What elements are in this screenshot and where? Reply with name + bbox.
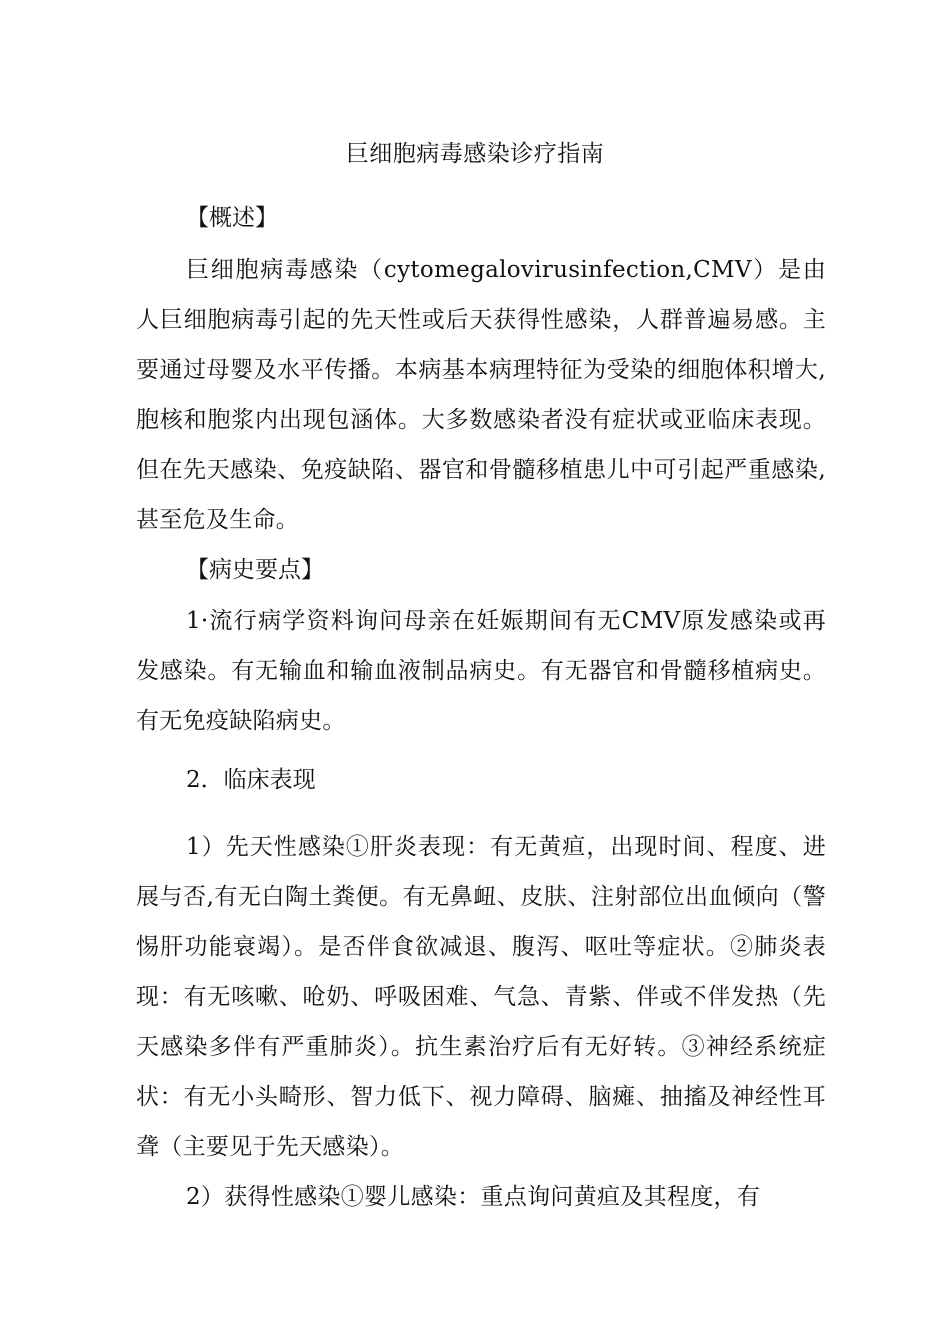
- history-item-epidemiology: 1·流行病学资料询问母亲在妊娠期间有无CMV原发感染或再发感染。有无输血和输血液制品病史。有无器官和骨髓移植病史。有无免疫缺陷病史。: [136, 608, 826, 734]
- section-heading-history: 【病史要点】: [186, 557, 324, 583]
- history-item-clinical-heading: 2．临床表现: [186, 767, 316, 793]
- section-heading-overview: 【概述】: [186, 205, 278, 231]
- document-title: 巨细胞病毒感染诊疗指南: [345, 141, 605, 167]
- overview-paragraph: 巨细胞病毒感染（cytomegalovirusinfection,CMV）是由人巨细胞病毒引起的先天性或后天获得性感染，人群普遍易感。主要通过母婴及水平传播。本病基本病理特征为受染的细胞体积增大,胞核和胞浆内出现包涵体。大多数感染者没有症状或亚临床表现。但在先天感染、免疫缺陷、器官和骨髓移植患儿中可引起严重感染,甚至危及生命。: [136, 257, 826, 533]
- clinical-acquired-paragraph: 2）获得性感染①婴儿感染：重点询问黄疸及其程度，有: [186, 1184, 761, 1210]
- clinical-congenital-paragraph: 1）先天性感染①肝炎表现：有无黄疸，出现时间、程度、进展与否,有无白陶土粪便。有无鼻衄、皮肤、注射部位出血倾向（警惕肝功能衰竭）。是否伴食欲减退、腹泻、呕吐等症状。②肺炎表现：有无咳嗽、呛奶、呼吸困难、气急、青紫、伴或不伴发热（先天感染多伴有严重肺炎）。抗生素治疗后有无好转。③神经系统症状：有无小头畸形、智力低下、视力障碍、脑瘫、抽搐及神经性耳聋（主要见于先天感染）。: [136, 834, 826, 1160]
